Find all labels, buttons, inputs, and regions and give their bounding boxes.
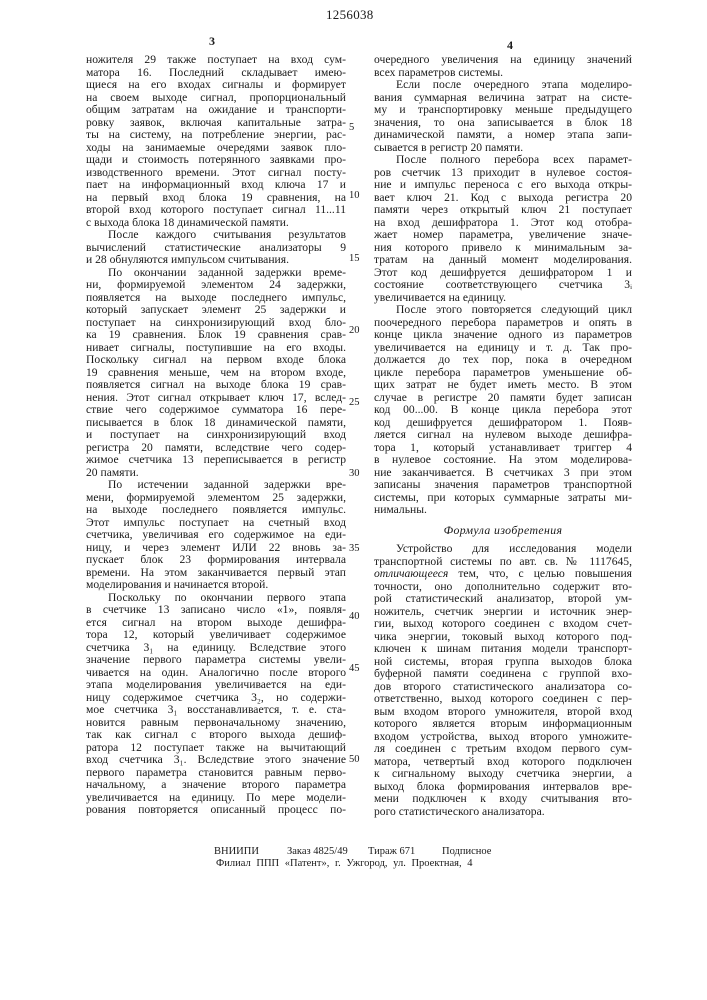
text-line: ходы на занимаемые очередями заявок пло- [86, 142, 346, 155]
text-line: пускает блок 23 формирования интервала [86, 554, 346, 567]
footer-subscription: Подписное [442, 846, 491, 857]
text-line: выход блока формирования интервалов вре- [374, 781, 632, 794]
text-line: ние заканчивается. В счетчиках 3 при этом [374, 467, 632, 480]
text-line: дов второго статистического анализатора со- [374, 681, 632, 694]
text-line: случае в регистре 20 памяти будет записан [374, 392, 632, 405]
text-line: ножитель, счетчик энергии и источник энер- [374, 606, 632, 619]
text-line: в нулевое состояние. На этом моделирова- [374, 454, 632, 467]
paragraph [86, 54, 346, 229]
paragraph [374, 79, 632, 154]
line-number: 50 [349, 754, 360, 765]
text-line: сывается в регистр 20 памяти. [374, 142, 632, 155]
text-line: Устройство для исследования модели [374, 543, 632, 556]
paragraph [374, 54, 632, 79]
text-line: нимальны. [374, 504, 632, 517]
text-line: который запускает элемент 25 задержки и [86, 304, 346, 317]
text-line: ров счетчик 13 приходит в нулевое состоя- [374, 167, 632, 180]
footer-circulation: Тираж 671 [368, 846, 415, 857]
right-text-column [374, 54, 632, 818]
text-line: точности, оно дополнительно содержит вто- [374, 581, 632, 594]
text-line: счетчика 3₁ на единицу. Вследствие этого [86, 642, 346, 655]
text-line: Поскольку по окончании первого этапа [86, 592, 346, 605]
text-line: и поступает на синхронизирующий вход [86, 429, 346, 442]
text-line: ние и импульс переноса с его выхода откры- [374, 179, 632, 192]
line-number: 20 [349, 325, 360, 336]
text-line: общим затратам на ожидание и транспорти- [86, 104, 346, 117]
text-line: поочередного перебора параметров и опять в [374, 317, 632, 330]
text-line: второй вход которого поступает сигнал 11...11 [86, 204, 346, 217]
text-line: По истечении заданной задержки вре- [86, 479, 346, 492]
text-line: ной системы, вторая группа выходов блока [374, 656, 632, 669]
text-line: ствие чего содержимое сумматора 16 пере- [86, 404, 346, 417]
text-line: чивается на один. Аналогично после второго [86, 667, 346, 680]
text-line: рого статистического анализатора. [374, 806, 632, 819]
paragraph [374, 543, 632, 818]
text-line: нивает сигналы, поступившие на его входы. [86, 342, 346, 355]
text-line: появляется сигнал на выходе блока 19 срав- [86, 379, 346, 392]
text-line: входом устройства, выход второго умножите- [374, 731, 632, 744]
text-line: ты на систему, на потребление энергии, рас- [86, 129, 346, 142]
text-line: очередного увеличения на единицу значений [374, 54, 632, 67]
text-line: матора, четвертый вход которого подключен [374, 756, 632, 769]
text-line: ницу содержимое счетчика 3₂, но содержи- [86, 692, 346, 705]
text-line: поступает на синхронизирующий вход бло- [86, 317, 346, 330]
text-line: жимое счетчика 13 переписывается в регистр [86, 454, 346, 467]
text-line: конце цикла значение одного из параметров [374, 329, 632, 342]
text-line: и 28 обнуляются импульсом считывания. [86, 254, 346, 267]
emphasized-term: отличающееся [374, 567, 448, 580]
footer-branch: Филиал ППП «Патент», г. Ужгород, ул. Проектная, 4 [216, 858, 472, 869]
text-line: этапа моделирования увеличивается на еди- [86, 679, 346, 692]
text-line: писывается в блок 18 динамической памяти, [86, 417, 346, 430]
text-line: щих затрат не будет иметь место. В этом [374, 379, 632, 392]
text-line: нения. Этот сигнал открывает ключ 17, вслед- [86, 392, 346, 405]
text-line: ответственно, выход которого соединен с пер- [374, 693, 632, 706]
text-line: состояние соответствующего счетчика 3ᵢ [374, 279, 632, 292]
text-line: 20 памяти. [86, 467, 346, 480]
page-number-right: 4 [507, 38, 513, 53]
text-line: с выхода блока 18 динамической памяти. [86, 217, 346, 230]
line-number: 35 [349, 543, 360, 554]
text-line: вает ключ 21. Код с выхода регистра 20 [374, 192, 632, 205]
text-line: увеличивается на единицу. По мере модели- [86, 792, 346, 805]
text-line: памяти через открытый ключ 21 поступает [374, 204, 632, 217]
text-line: ется сигнал на втором выходе дешифра- [86, 617, 346, 630]
text-line: цикле перебора параметров уменьшение об- [374, 367, 632, 380]
text-line: ка 19 сравнения. Блок 19 сравнения срав- [86, 329, 346, 342]
text-line [374, 568, 632, 581]
text-line: на вход дешифратора 1. Этот код отобра- [374, 217, 632, 230]
text-line: счетчика, увеличивая его содержимое на еди- [86, 529, 346, 542]
line-number: 15 [349, 253, 360, 264]
text-line: му и транспортировку меньше предыдущего [374, 104, 632, 117]
paragraph [86, 479, 346, 592]
text-line: матора 16. Последний складывает имею- [86, 67, 346, 80]
text-line: ницу, и через элемент ИЛИ 22 вновь за- [86, 542, 346, 555]
text-line: вым входом второго умножителя, второй вход [374, 706, 632, 719]
patent-number: 1256038 [326, 7, 374, 23]
text-line: всех параметров системы. [374, 67, 632, 80]
text-line: пает на информационный вход ключа 17 и [86, 179, 346, 192]
text-line: рой статистический анализатор, второй ум- [374, 593, 632, 606]
text-line: По окончании заданной задержки време- [86, 267, 346, 280]
text-line-rest: тем, что, с целью повышения [448, 567, 632, 580]
text-line: системы, при которых суммарные затраты ми- [374, 492, 632, 505]
text-line: изводственного времени. Этот сигнал посту- [86, 167, 346, 180]
text-line: новится равным первоначальному значению, [86, 717, 346, 730]
text-line: вания суммарная величина затрат на систе- [374, 92, 632, 105]
text-line: Этот код дешифруется дешифратором 1 и [374, 267, 632, 280]
line-number: 40 [349, 611, 360, 622]
text-line: гии, выход которого соединен с входом счет- [374, 618, 632, 631]
text-line: После этого повторяется следующий цикл [374, 304, 632, 317]
paragraph [374, 154, 632, 304]
text-line: ля соединен с третьим входом первого сум- [374, 743, 632, 756]
text-line: После каждого считывания результатов [86, 229, 346, 242]
section-heading: Формула изобретения [374, 517, 632, 544]
text-line: моделирования и начинается второй. [86, 579, 346, 592]
text-line: на выходе последнего появляется импульс. [86, 504, 346, 517]
text-line: код 00...00. В конце цикла перебора этот [374, 404, 632, 417]
line-number: 30 [349, 468, 360, 479]
text-line: значение первого параметра системы увели- [86, 654, 346, 667]
text-line: тора 12, который увеличивает содержимое [86, 629, 346, 642]
text-line: значения, то она записывается в блок 18 [374, 117, 632, 130]
text-line: код дешифруется дешифратором 1. Появ- [374, 417, 632, 430]
line-number: 25 [349, 397, 360, 408]
text-line: в счетчике 13 записано число «1», появля- [86, 604, 346, 617]
text-line: начальному, а значение второго параметра [86, 779, 346, 792]
paragraph [86, 592, 346, 817]
text-line: увеличивается на единицу. [374, 292, 632, 305]
paragraph [86, 229, 346, 267]
text-line: вычислений статистические анализаторы 9 [86, 242, 346, 255]
text-line: ножителя 29 также поступает на вход сум- [86, 54, 346, 67]
text-line: щади и стоимость потерянного заявками про- [86, 154, 346, 167]
paragraph [86, 267, 346, 480]
line-number: 5 [349, 122, 354, 133]
text-line: появляется на выходе последнего импульс, [86, 292, 346, 305]
text-line: мени, формируемой элементом 25 задержки, [86, 492, 346, 505]
page-number-left: 3 [209, 34, 215, 49]
text-line: тора 1, который устанавливает триггер 4 [374, 442, 632, 455]
text-line: ключен к шинам питания модели транспорт- [374, 643, 632, 656]
text-line: тратам на данный момент моделирования. [374, 254, 632, 267]
text-line: регистра 20 памяти, вследствие чего содер- [86, 442, 346, 455]
text-line: увеличивается на единицу и т. д. Так про- [374, 342, 632, 355]
text-line: ратора 12 поступает также на вычитающий [86, 742, 346, 755]
text-line: к сигнальному выходу счетчика энергии, а [374, 768, 632, 781]
text-line: вход счетчика 3₁. Вследствие этого значение [86, 754, 346, 767]
left-text-column [86, 54, 346, 817]
text-line: так как сигнал с второго выхода дешиф- [86, 729, 346, 742]
text-line: чика энергии, токовый выход которого под- [374, 631, 632, 644]
footer-org: ВНИИПИ [214, 846, 259, 857]
text-line: рования повторяется описанный процесс по- [86, 804, 346, 817]
text-line: щиеся на его входах сигналы и формирует [86, 79, 346, 92]
text-line: мени подключен к входу считывания вто- [374, 793, 632, 806]
text-line: на первый вход блока 19 сравнения, на [86, 192, 346, 205]
text-line: ни, формируемой элементом 24 задержки, [86, 279, 346, 292]
footer-order: Заказ 4825/49 [287, 846, 348, 857]
text-line: первого параметра становится равным перво- [86, 767, 346, 780]
text-line: ровку заявок, включая капитальные затра- [86, 117, 346, 130]
text-line: буферной памяти соединена с группой вхо- [374, 668, 632, 681]
text-line: ния которого привело к минимальным за- [374, 242, 632, 255]
text-line: мое счетчика 3₁ восстанавливается, т. е. ста- [86, 704, 346, 717]
text-line: ляется сигнал на нулевом выходе дешифра- [374, 429, 632, 442]
text-line: Поскольку сигнал на первом входе блока [86, 354, 346, 367]
text-line: После полного перебора всех парамет- [374, 154, 632, 167]
text-line: жает номер параметра, увеличение значе- [374, 229, 632, 242]
line-number: 10 [349, 190, 360, 201]
paragraph [374, 304, 632, 517]
text-line: транспортной системы по авт. св. № 1117645, [374, 556, 632, 569]
text-line: должается до тех пор, пока в очередном [374, 354, 632, 367]
text-line: записаны значения параметров транспортной [374, 479, 632, 492]
text-line: 19 сравнения меньше, чем на втором входе, [86, 367, 346, 380]
text-line: времени. На этом заканчивается первый этап [86, 567, 346, 580]
text-line: которого является вторым информационным [374, 718, 632, 731]
text-line: Если после очередного этапа моделиро- [374, 79, 632, 92]
text-line: на своем выходе сигнал, пропорциональный [86, 92, 346, 105]
line-number: 45 [349, 663, 360, 674]
text-line: динамической памяти, а номер этапа запи- [374, 129, 632, 142]
text-line: Этот импульс поступает на счетный вход [86, 517, 346, 530]
